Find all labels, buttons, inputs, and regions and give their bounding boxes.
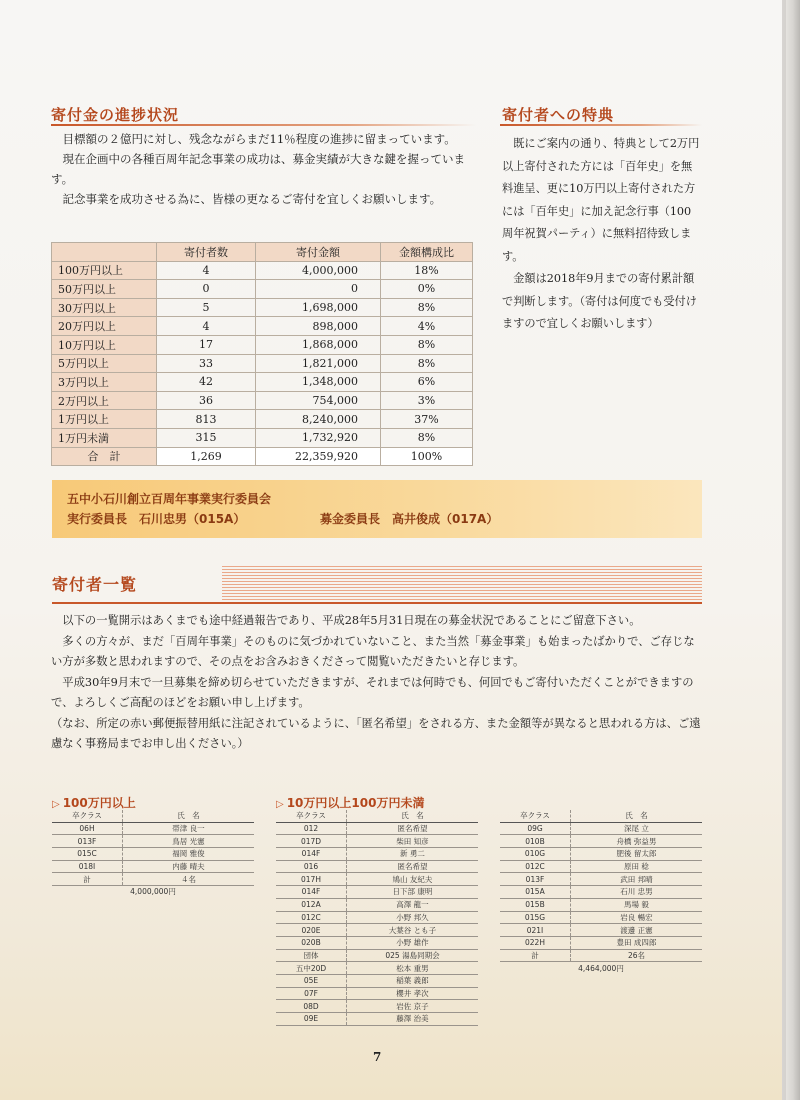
donor-list-note: （なお、所定の赤い郵便振替用紙に注記されているように、「匿名希望」をされる方、また金額等が異なると思われる方は、ご遠慮なく事務局までお申し出ください。） [51, 716, 701, 750]
table-row [52, 873, 254, 886]
col-name: 氏 名 [571, 810, 703, 822]
total-ratio: 100% [381, 447, 473, 466]
range-label: 1万円以上 [52, 410, 157, 429]
progress-title: 寄付金の進捗状況 [51, 106, 180, 124]
group2-roster [276, 810, 478, 1026]
table-row [52, 835, 254, 848]
table-row [500, 911, 702, 924]
total-label: 合 計 [52, 447, 157, 466]
name-cell: 匿名希望 [347, 860, 479, 873]
table-header: 寄付者数 [157, 243, 256, 262]
amount-ratio: 8% [381, 354, 473, 373]
benefits-title: 寄付者への特典 [502, 106, 615, 124]
name-cell: 025 湯島同期会 [347, 949, 479, 962]
name-cell: 松本 重男 [347, 962, 479, 975]
table-row [500, 886, 702, 899]
group-amount: 4,000,000円 [130, 887, 176, 897]
donation-amount: 1,732,920 [256, 428, 381, 447]
name-cell: 柴田 知彦 [347, 835, 479, 848]
amount-ratio: 18% [381, 261, 473, 280]
class-cell: 012C [500, 860, 571, 873]
table-header: 金額構成比 [381, 243, 473, 262]
table-row [52, 391, 473, 410]
table-total-row [52, 447, 473, 466]
table-row [52, 428, 473, 447]
table-row [52, 298, 473, 317]
range-label: 10万円以上 [52, 335, 157, 354]
class-cell: 09G [500, 822, 571, 835]
triangle-icon: ▷ [52, 799, 60, 810]
class-cell: 016 [276, 860, 347, 873]
class-cell: 014F [276, 886, 347, 899]
class-cell: 010G [500, 848, 571, 861]
class-cell: 012A [276, 898, 347, 911]
donor-count: 4 [157, 317, 256, 336]
amount-ratio: 0% [381, 280, 473, 299]
donation-amount: 8,240,000 [256, 410, 381, 429]
donor-list-text [51, 611, 703, 755]
col-class: 卒クラス [500, 810, 571, 822]
table-row [276, 1000, 478, 1013]
name-cell: ４名 [123, 873, 255, 886]
donation-amount: 1,698,000 [256, 298, 381, 317]
header-stripes [222, 566, 702, 602]
table-header [52, 243, 157, 262]
group-amount: 4,464,000円 [578, 963, 624, 973]
progress-paragraph: 現在企画中の各種百周年記念事業の成功は、募金実績が大きな鍵を握っています。 [51, 152, 465, 186]
benefits-text [502, 133, 702, 336]
class-cell: 017D [276, 835, 347, 848]
table-row [52, 280, 473, 299]
class-cell: 018I [52, 860, 123, 873]
donor-count: 33 [157, 354, 256, 373]
table-row [276, 860, 478, 873]
table-row [276, 898, 478, 911]
table-row [52, 261, 473, 280]
donor-count: 0 [157, 280, 256, 299]
table-row [500, 835, 702, 848]
committee-name: 五中小石川創立百周年事業実行委員会 [67, 492, 272, 506]
name-cell: 豊田 成四郎 [571, 936, 703, 949]
class-cell: 012C [276, 911, 347, 924]
roster-header [52, 810, 254, 822]
donor-count: 4 [157, 261, 256, 280]
name-cell: 内藤 晴夫 [123, 860, 255, 873]
range-label: 5万円以上 [52, 354, 157, 373]
table-row [52, 410, 473, 429]
class-cell: 計 [52, 873, 123, 886]
class-cell: 015C [52, 848, 123, 861]
donor-list-header [52, 566, 702, 602]
roster-header [500, 810, 702, 822]
donor-count: 5 [157, 298, 256, 317]
group2-title-text: 10万円以上100万円未満 [286, 796, 425, 810]
triangle-icon: ▷ [276, 799, 284, 810]
name-cell: 岩佐 京子 [347, 1000, 479, 1013]
name-cell: 舟橋 弥益男 [571, 835, 703, 848]
class-cell: 021I [500, 924, 571, 937]
table-row [500, 949, 702, 962]
table-row [52, 822, 254, 835]
amount-ratio: 3% [381, 391, 473, 410]
name-cell: 馬場 毅 [571, 898, 703, 911]
table-row [276, 962, 478, 975]
range-label: 30万円以上 [52, 298, 157, 317]
progress-paragraph: 目標額の２億円に対し、残念ながらまだ11％程度の進捗に留まっています。 [62, 132, 456, 146]
name-cell: 新 勇二 [347, 848, 479, 861]
amount-ratio: 6% [381, 373, 473, 392]
table-row [276, 936, 478, 949]
donor-list-title: 寄付者一覧 [52, 575, 138, 594]
amount-ratio: 4% [381, 317, 473, 336]
name-cell: 肥後 留太郎 [571, 848, 703, 861]
class-cell: 05E [276, 974, 347, 987]
name-cell: 26名 [571, 949, 703, 962]
name-cell: 福岡 雅俊 [123, 848, 255, 861]
amount-row [500, 962, 702, 974]
name-cell: 稲葉 義郎 [347, 974, 479, 987]
class-cell: 020E [276, 924, 347, 937]
class-cell: 015G [500, 911, 571, 924]
class-cell: 010B [500, 835, 571, 848]
group1-roster [52, 810, 254, 898]
class-cell: 022H [500, 936, 571, 949]
class-cell: 計 [500, 949, 571, 962]
name-cell: 渡邊 正憲 [571, 924, 703, 937]
range-label: 2万円以上 [52, 391, 157, 410]
table-row [52, 317, 473, 336]
table-row [276, 886, 478, 899]
class-cell: 017H [276, 873, 347, 886]
amount-ratio: 8% [381, 428, 473, 447]
range-label: 1万円未満 [52, 428, 157, 447]
committee-banner [52, 480, 702, 538]
donor-list-paragraph: 以下の一覧開示はあくまでも途中経過報告であり、平成28年5月31日現在の募金状況であることにご留意下さい。 [62, 614, 641, 627]
donation-amount: 1,348,000 [256, 373, 381, 392]
range-label: 100万円以上 [52, 261, 157, 280]
name-cell: 藤澤 治美 [347, 1013, 479, 1026]
benefits-paragraph: 金額は2018年9月までの寄付累計額で判断します。（寄付は何度でも受付けますので宜しくお願いします） [502, 272, 697, 330]
donation-amount: 0 [256, 280, 381, 299]
donation-amount: 754,000 [256, 391, 381, 410]
class-cell: 015A [500, 886, 571, 899]
group2-title [276, 794, 424, 811]
table-row [500, 822, 702, 835]
col-name: 氏 名 [123, 810, 255, 822]
range-label: 3万円以上 [52, 373, 157, 392]
progress-paragraph: 記念事業を成功させる為に、皆様の更なるご寄付を宜しくお願いします。 [62, 192, 442, 206]
class-cell: 013F [500, 873, 571, 886]
fund-committee-chair: 募金委員長 高井俊成（017A） [320, 512, 499, 526]
name-cell: 小野 雄作 [347, 936, 479, 949]
class-cell: 08D [276, 1000, 347, 1013]
table-row [500, 873, 702, 886]
table-row [52, 335, 473, 354]
table-header-row [52, 243, 473, 262]
donation-amount: 1,821,000 [256, 354, 381, 373]
benefits-paragraph: 既にご案内の通り、特典として2万円以上寄付された方には「百年史」を無料進呈、更に10万円以上寄付された方には「百年史」に加え記念行事（100周年祝賀パーティ）に無料招待致します。 [502, 137, 700, 263]
name-cell: 深尾 立 [571, 822, 703, 835]
progress-text [51, 129, 479, 209]
table-row [52, 860, 254, 873]
table-row [52, 848, 254, 861]
table-row [276, 924, 478, 937]
class-cell: 012 [276, 822, 347, 835]
name-cell: 高澤 龍一 [347, 898, 479, 911]
donation-amount: 4,000,000 [256, 261, 381, 280]
donor-count: 813 [157, 410, 256, 429]
table-row [276, 835, 478, 848]
table-row [52, 354, 473, 373]
col-class: 卒クラス [276, 810, 347, 822]
range-label: 20万円以上 [52, 317, 157, 336]
donor-list-paragraph: 多くの方々が、まだ「百周年事業」そのものに気づかれていないこと、また当然「募金事業」も始まったばかりで、ご存じない方が多数と思われますので、その点をお含みおきくださって閲覧いただきたいと存じます。 [51, 634, 695, 668]
col-name: 氏 名 [347, 810, 479, 822]
donor-list-paragraph: 平成30年9月末で一旦募集を締め切らせていただきますが、それまでは何時でも、何回でもご寄付いただくことができますので、よろしくご高配のほどをお願い申し上げます。 [51, 675, 694, 709]
table-row [276, 848, 478, 861]
group2-roster-continued [500, 810, 702, 974]
group1-title-text: 100万円以上 [62, 796, 136, 810]
table-row [500, 924, 702, 937]
total-amount: 22,359,920 [256, 447, 381, 466]
table-row [500, 848, 702, 861]
table-row [276, 974, 478, 987]
name-cell: 石川 忠男 [571, 886, 703, 899]
benefits-title-rule [500, 124, 702, 126]
group1-title [52, 794, 136, 811]
amount-row [52, 886, 254, 898]
class-cell: 020B [276, 936, 347, 949]
amount-ratio: 37% [381, 410, 473, 429]
class-cell: 014F [276, 848, 347, 861]
class-cell: 団体 [276, 949, 347, 962]
class-cell: 06H [52, 822, 123, 835]
table-row [276, 822, 478, 835]
progress-title-rule [51, 124, 476, 126]
donation-summary-table [51, 242, 473, 466]
table-row [276, 873, 478, 886]
header-rule [52, 602, 702, 604]
donor-count: 42 [157, 373, 256, 392]
name-cell: 帯津 良一 [123, 822, 255, 835]
amount-ratio: 8% [381, 335, 473, 354]
range-label: 50万円以上 [52, 280, 157, 299]
col-class: 卒クラス [52, 810, 123, 822]
roster-header [276, 810, 478, 822]
table-row [276, 911, 478, 924]
table-row [500, 936, 702, 949]
committee-chair: 実行委員長 石川忠男（015A） [67, 512, 246, 526]
donor-count: 17 [157, 335, 256, 354]
class-cell: 015B [500, 898, 571, 911]
name-cell: 鳩山 友紀夫 [347, 873, 479, 886]
page-number: 7 [373, 1050, 382, 1064]
table-header: 寄付金額 [256, 243, 381, 262]
class-cell: 013F [52, 835, 123, 848]
class-cell: 09E [276, 1013, 347, 1026]
table-row [276, 949, 478, 962]
total-count: 1,269 [157, 447, 256, 466]
class-cell: 07F [276, 987, 347, 1000]
table-row [52, 373, 473, 392]
name-cell: 匿名希望 [347, 822, 479, 835]
amount-ratio: 8% [381, 298, 473, 317]
name-cell: 小野 邦久 [347, 911, 479, 924]
table-row [500, 860, 702, 873]
donation-amount: 1,868,000 [256, 335, 381, 354]
name-cell: 岩良 暢宏 [571, 911, 703, 924]
class-cell: 五中20D [276, 962, 347, 975]
table-row [276, 1013, 478, 1026]
page-edge-shadow [782, 0, 786, 1100]
name-cell: 武田 邦晴 [571, 873, 703, 886]
donor-count: 315 [157, 428, 256, 447]
name-cell: 鳥居 光憲 [123, 835, 255, 848]
donor-count: 36 [157, 391, 256, 410]
donation-amount: 898,000 [256, 317, 381, 336]
name-cell: 櫻井 孝次 [347, 987, 479, 1000]
name-cell: 大葉谷 とも子 [347, 924, 479, 937]
name-cell: 日下部 康明 [347, 886, 479, 899]
table-row [276, 987, 478, 1000]
name-cell: 原田 稔 [571, 860, 703, 873]
table-row [500, 898, 702, 911]
